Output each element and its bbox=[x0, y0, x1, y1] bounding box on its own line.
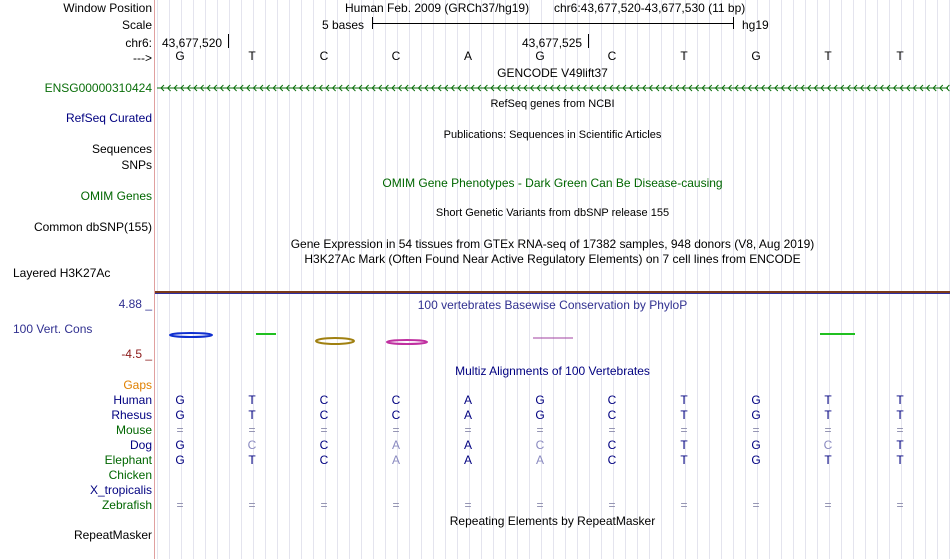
aligned-base: G bbox=[175, 438, 185, 452]
omim-title: OMIM Gene Phenotypes - Dark Green Can Be Disease-causing bbox=[382, 176, 723, 190]
aligned-base: A bbox=[463, 438, 472, 452]
aligned-base: = bbox=[680, 423, 688, 437]
aligned-base: = bbox=[824, 423, 832, 437]
aligned-base: = bbox=[320, 498, 328, 512]
aligned-base: T bbox=[824, 453, 832, 467]
db-name: hg19 bbox=[742, 18, 769, 32]
track-label-column bbox=[0, 0, 154, 559]
aligned-base: = bbox=[392, 498, 400, 512]
aligned-base: = bbox=[464, 498, 472, 512]
aligned-base: T bbox=[824, 393, 832, 407]
species-label[interactable]: Human bbox=[113, 393, 152, 407]
reference-base: C bbox=[607, 49, 617, 63]
aligned-base: = bbox=[176, 423, 184, 437]
label-strand-arrow: ---> bbox=[133, 51, 152, 65]
label-100-vert-cons[interactable]: 100 Vert. Cons bbox=[13, 322, 93, 336]
label-refseq-curated[interactable]: RefSeq Curated bbox=[65, 111, 152, 125]
species-label[interactable]: Chicken bbox=[108, 468, 152, 482]
aligned-base: A bbox=[463, 408, 472, 422]
aligned-base: = bbox=[320, 423, 328, 437]
publications-title: Publications: Sequences in Scientific Articles bbox=[443, 129, 662, 141]
label-snps[interactable]: SNPs bbox=[121, 158, 152, 172]
aligned-base: = bbox=[464, 423, 472, 437]
label-scale: Scale bbox=[121, 18, 152, 32]
aligned-base: = bbox=[752, 423, 760, 437]
aligned-base: C bbox=[391, 393, 401, 407]
aligned-base: G bbox=[751, 393, 761, 407]
label-window-position: Window Position bbox=[63, 1, 152, 15]
aligned-base: T bbox=[248, 453, 256, 467]
aligned-base: G bbox=[751, 438, 761, 452]
reference-base: T bbox=[896, 49, 904, 63]
aligned-base: C bbox=[535, 438, 545, 452]
aligned-base: C bbox=[391, 408, 401, 422]
aligned-base: T bbox=[248, 393, 256, 407]
aligned-base: A bbox=[391, 453, 400, 467]
aligned-base: A bbox=[463, 393, 472, 407]
aligned-base: T bbox=[896, 393, 904, 407]
aligned-base: G bbox=[751, 453, 761, 467]
reference-base: G bbox=[535, 49, 545, 63]
aligned-base: G bbox=[175, 408, 185, 422]
species-label[interactable]: Zebrafish bbox=[101, 498, 152, 512]
h3k27ac-title: H3K27Ac Mark (Often Found Near Active Regulatory Elements) on 7 cell lines from ENCODE bbox=[304, 252, 801, 266]
aligned-base: = bbox=[608, 423, 616, 437]
aligned-base: = bbox=[536, 423, 544, 437]
repeatmasker-title: Repeating Elements by RepeatMasker bbox=[449, 514, 656, 528]
aligned-base: = bbox=[248, 498, 256, 512]
coord-mid-tick bbox=[588, 34, 589, 48]
aligned-base: T bbox=[824, 408, 832, 422]
phylop-title: 100 vertebrates Basewise Conservation by PhyloP bbox=[417, 298, 688, 312]
aligned-base: C bbox=[319, 438, 329, 452]
aligned-base: = bbox=[176, 498, 184, 512]
aligned-base: C bbox=[823, 438, 833, 452]
aligned-base: A bbox=[463, 453, 472, 467]
label-omim-genes[interactable]: OMIM Genes bbox=[80, 189, 152, 203]
h3k27ac-signal-band-lower bbox=[155, 293, 950, 294]
reference-base: C bbox=[391, 49, 401, 63]
aligned-base: C bbox=[607, 453, 617, 467]
cons-scale-max: 4.88 _ bbox=[118, 297, 152, 311]
aligned-base: A bbox=[535, 453, 544, 467]
aligned-base: T bbox=[248, 408, 256, 422]
aligned-base: A bbox=[391, 438, 400, 452]
aligned-base: C bbox=[607, 408, 617, 422]
aligned-base: C bbox=[607, 393, 617, 407]
aligned-base: C bbox=[319, 408, 329, 422]
aligned-base: T bbox=[680, 438, 688, 452]
aligned-base: T bbox=[680, 393, 688, 407]
reference-base: C bbox=[319, 49, 329, 63]
species-label[interactable]: X_tropicalis bbox=[89, 483, 152, 497]
aligned-base: T bbox=[896, 438, 904, 452]
assembly-name: Human Feb. 2009 (GRCh37/hg19) bbox=[345, 1, 530, 15]
label-chrom: chr6: bbox=[125, 36, 152, 50]
gene-model-line[interactable] bbox=[155, 82, 950, 94]
gencode-title: GENCODE V49lift37 bbox=[497, 66, 608, 80]
position-range: chr6:43,677,520-43,677,530 (11 bp) bbox=[554, 1, 746, 15]
aligned-base: G bbox=[175, 453, 185, 467]
scale-bar-right-tick bbox=[733, 17, 734, 29]
scale-text: 5 bases bbox=[322, 18, 365, 32]
label-layered-h3k27ac[interactable]: Layered H3K27Ac bbox=[13, 266, 111, 280]
phylop-signal bbox=[155, 326, 950, 350]
aligned-base: = bbox=[896, 498, 904, 512]
species-label[interactable]: Elephant bbox=[104, 453, 152, 467]
reference-base: T bbox=[680, 49, 688, 63]
aligned-base: T bbox=[680, 453, 688, 467]
aligned-base: C bbox=[319, 393, 329, 407]
coord-mid: 43,677,525 bbox=[522, 36, 583, 50]
label-gaps[interactable]: Gaps bbox=[123, 378, 152, 392]
aligned-base: = bbox=[608, 498, 616, 512]
aligned-base: = bbox=[392, 423, 400, 437]
coord-left-tick bbox=[228, 34, 229, 48]
aligned-base: = bbox=[824, 498, 832, 512]
label-repeatmasker[interactable]: RepeatMasker bbox=[73, 528, 152, 542]
reference-base: A bbox=[463, 49, 472, 63]
aligned-base: G bbox=[535, 393, 545, 407]
aligned-base: C bbox=[247, 438, 257, 452]
species-label[interactable]: Dog bbox=[129, 438, 152, 452]
aligned-base: G bbox=[175, 393, 185, 407]
reference-base: G bbox=[175, 49, 185, 63]
reference-base: T bbox=[248, 49, 256, 63]
scale-bar bbox=[372, 23, 733, 24]
reference-base: T bbox=[824, 49, 832, 63]
aligned-base: G bbox=[535, 408, 545, 422]
aligned-base: C bbox=[607, 438, 617, 452]
aligned-base: = bbox=[896, 423, 904, 437]
aligned-base: C bbox=[319, 453, 329, 467]
label-sequences[interactable]: Sequences bbox=[91, 142, 152, 156]
dbsnp-title: Short Genetic Variants from dbSNP release 155 bbox=[435, 207, 670, 219]
aligned-base: T bbox=[896, 408, 904, 422]
reference-base: G bbox=[751, 49, 761, 63]
multiz-title: Multiz Alignments of 100 Vertebrates bbox=[455, 364, 650, 378]
cons-scale-min: -4.5 _ bbox=[121, 347, 152, 361]
aligned-base: = bbox=[536, 498, 544, 512]
label-gene-id[interactable]: ENSG00000310424 bbox=[44, 81, 152, 95]
aligned-base: G bbox=[751, 408, 761, 422]
aligned-base: = bbox=[680, 498, 688, 512]
refseq-title: RefSeq genes from NCBI bbox=[490, 98, 615, 110]
aligned-base: = bbox=[248, 423, 256, 437]
aligned-base: T bbox=[896, 453, 904, 467]
aligned-base: T bbox=[680, 408, 688, 422]
species-label[interactable]: Mouse bbox=[115, 423, 152, 437]
track-area[interactable] bbox=[155, 0, 950, 559]
gtex-title: Gene Expression in 54 tissues from GTEx RNA-seq of 17382 samples, 948 donors (V8, Aug 2019) bbox=[290, 237, 815, 251]
label-common-dbsnp[interactable]: Common dbSNP(155) bbox=[33, 220, 152, 234]
aligned-base: = bbox=[752, 498, 760, 512]
species-label[interactable]: Rhesus bbox=[111, 408, 152, 422]
coord-left: 43,677,520 bbox=[162, 36, 223, 50]
